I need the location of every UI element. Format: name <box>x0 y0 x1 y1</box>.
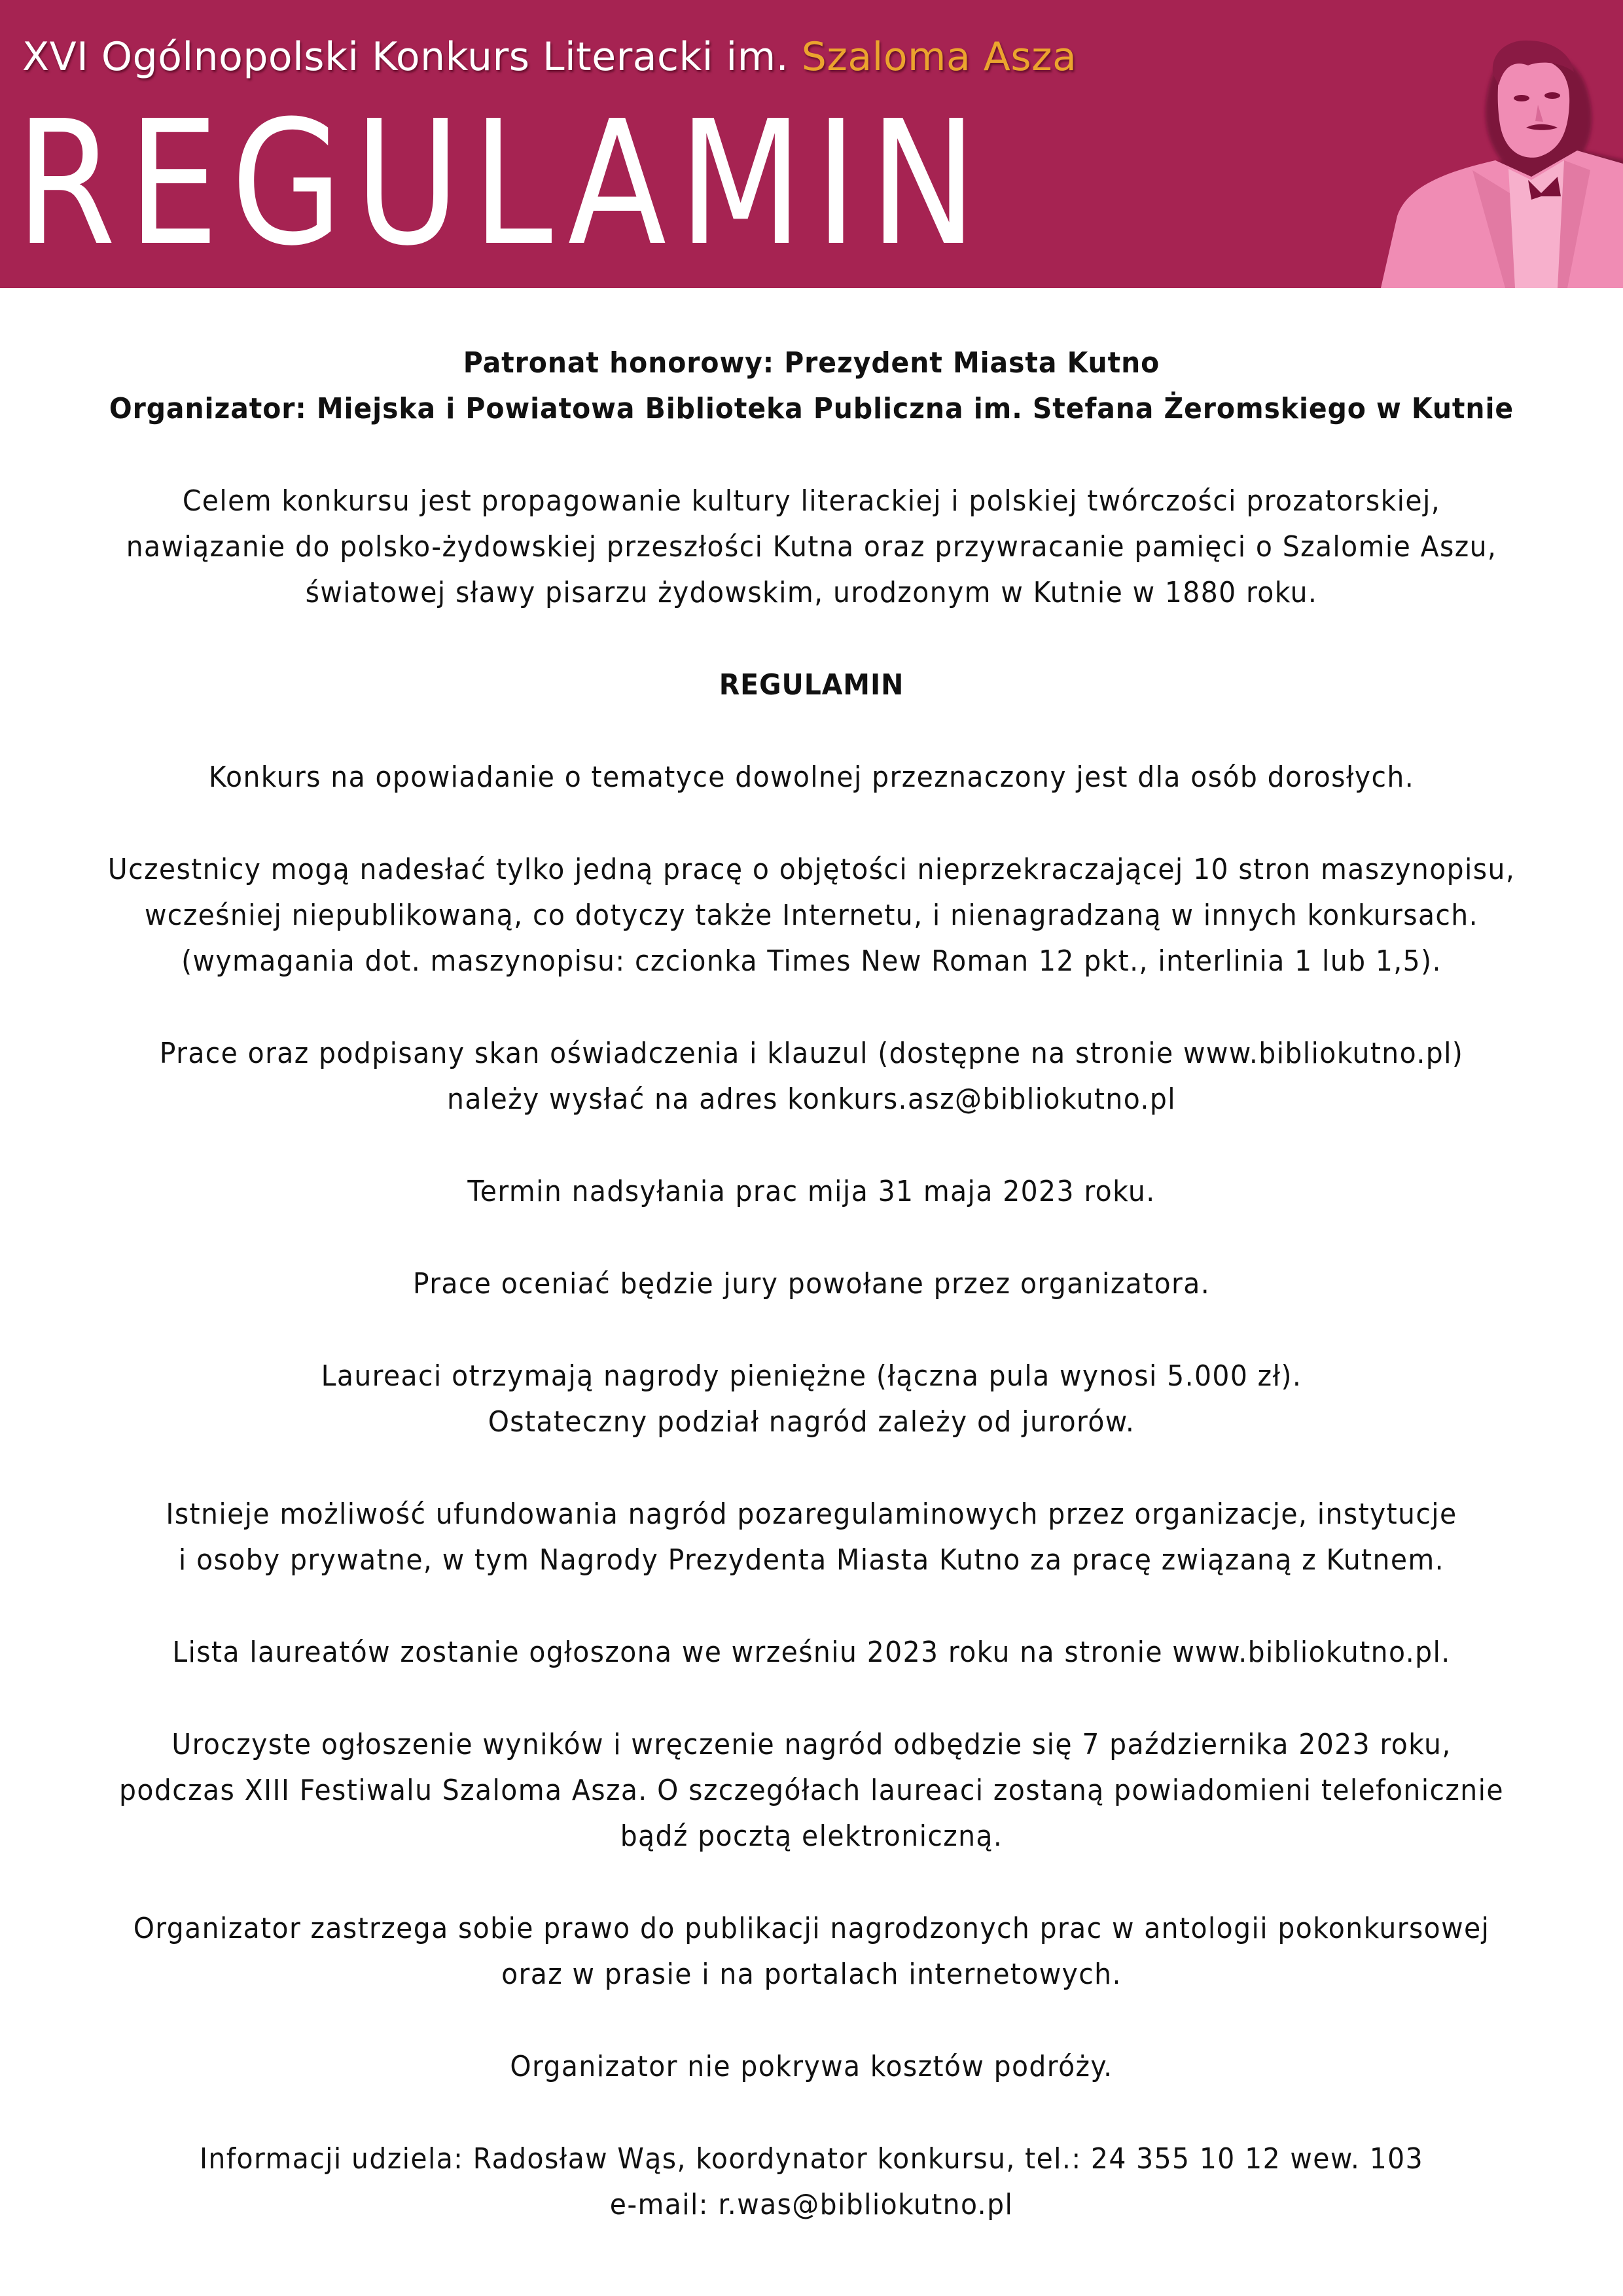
contest-subtitle <box>22 34 1077 80</box>
spacer <box>0 432 1623 478</box>
rule-line: Informacji udziela: Radosław Wąs, koordynator konkursu, tel.: 24 355 10 12 wew. 103 <box>199 2142 1424 2176</box>
rule-paragraph <box>57 1261 1566 1307</box>
spacer <box>0 1859 1623 1906</box>
rule-paragraph <box>57 1031 1566 1122</box>
page-title: REGULAMIN <box>16 84 990 283</box>
section-heading: REGULAMIN <box>719 668 904 702</box>
rule-paragraph <box>57 847 1566 984</box>
rules-list <box>0 708 1623 2228</box>
rule-line: wcześniej niepublikowaną, co dotyczy także Internetu, i nienagradzaną w innych konkursach. <box>144 899 1479 932</box>
rule-paragraph <box>57 1169 1566 1215</box>
organizer-text: Organizator: Miejska i Powiatowa Biblioteka Publiczna im. Stefana Żeromskiego w Kutnie <box>109 392 1514 425</box>
purpose-line: Celem konkursu jest propagowanie kultury literackiej i polskiej twórczości prozatorskiej, <box>182 484 1441 518</box>
spacer <box>0 616 1623 662</box>
rule-line: Istnieje możliwość ufundowania nagród pozaregulaminowych przez organizacje, instytucje <box>166 1498 1457 1531</box>
spacer <box>0 1122 1623 1169</box>
rule-line: Lista laureatów zostanie ogłoszona we wrześniu 2023 roku na stronie www.bibliokutno.pl. <box>172 1636 1451 1669</box>
rule-paragraph <box>57 2044 1566 2090</box>
rule-line: Prace oceniać będzie jury powołane przez organizatora. <box>412 1267 1211 1300</box>
rule-line: podczas XIII Festiwalu Szaloma Asza. O szczegółach laureaci zostaną powiadomieni telefonicznie <box>119 1774 1504 1807</box>
rule-paragraph <box>57 1722 1566 1859</box>
rule-line: bądź pocztą elektroniczną. <box>620 1820 1003 1853</box>
spacer <box>0 708 1623 755</box>
purpose-line: światowej sławy pisarzu żydowskim, urodzonym w Kutnie w 1880 roku. <box>305 576 1318 609</box>
rule-line: Laureaci otrzymają nagrody pieniężne (łączna pula wynosi 5.000 zł). <box>321 1359 1302 1393</box>
rule-line: oraz w prasie i na portalach internetowych. <box>501 1958 1122 1991</box>
rule-paragraph <box>57 755 1566 800</box>
rule-line: Uroczyste ogłoszenie wyników i wręczenie nagród odbędzie się 7 października 2023 roku, <box>171 1728 1452 1761</box>
purpose-line: nawiązanie do polsko-żydowskiej przeszłości Kutna oraz przywracanie pamięci o Szalomie Aszu, <box>126 530 1497 564</box>
contest-purpose <box>57 478 1566 616</box>
rule-line: Organizator nie pokrywa kosztów podróży. <box>510 2050 1113 2083</box>
spacer <box>0 1583 1623 1630</box>
regulations-body <box>0 340 1623 2228</box>
spacer <box>0 2090 1623 2136</box>
portrait-image <box>1342 0 1623 288</box>
rule-paragraph <box>57 1906 1566 1998</box>
header-banner <box>0 0 1623 288</box>
rule-line: (wymagania dot. maszynopisu: czcionka Times New Roman 12 pkt., interlinia 1 lub 1,5). <box>181 944 1442 978</box>
contest-name: XVI Ogólnopolski Konkurs Literacki im. <box>22 34 789 80</box>
rule-line: Ostateczny podział nagród zależy od jurorów. <box>488 1405 1135 1439</box>
spacer <box>0 800 1623 847</box>
spacer <box>0 984 1623 1031</box>
spacer <box>0 1307 1623 1354</box>
spacer <box>0 1445 1623 1492</box>
spacer <box>0 1215 1623 1261</box>
rule-line: należy wysłać na adres konkurs.asz@bibliokutno.pl <box>447 1083 1176 1116</box>
rule-line: Organizator zastrzega sobie prawo do publikacji nagrodzonych prac w antologii pokonkursowej <box>133 1912 1490 1945</box>
rule-line: Uczestnicy mogą nadesłać tylko jedną pracę o objętości nieprzekraczającej 10 stron maszynopisu, <box>107 853 1516 886</box>
spacer <box>0 1676 1623 1722</box>
patronage-text: Patronat honorowy: Prezydent Miasta Kutno <box>463 346 1160 380</box>
rule-paragraph <box>57 2136 1566 2228</box>
rule-line: e-mail: r.was@bibliokutno.pl <box>609 2188 1014 2221</box>
spacer <box>0 1998 1623 2044</box>
rule-line: Termin nadsyłania prac mija 31 maja 2023 roku. <box>467 1175 1156 1208</box>
rule-line: Konkurs na opowiadanie o tematyce dowolnej przeznaczony jest dla osób dorosłych. <box>208 761 1415 794</box>
honorary-patronage <box>57 340 1566 432</box>
rule-line: Prace oraz podpisany skan oświadczenia i klauzul (dostępne na stronie www.bibliokutno.pl) <box>159 1037 1464 1070</box>
rule-paragraph <box>57 1630 1566 1676</box>
rule-line: i osoby prywatne, w tym Nagrody Prezydenta Miasta Kutno za pracę związaną z Kutnem. <box>178 1543 1445 1577</box>
rule-paragraph <box>57 1354 1566 1445</box>
rule-paragraph <box>57 1492 1566 1583</box>
contest-patron-name: Szaloma Asza <box>801 34 1077 80</box>
